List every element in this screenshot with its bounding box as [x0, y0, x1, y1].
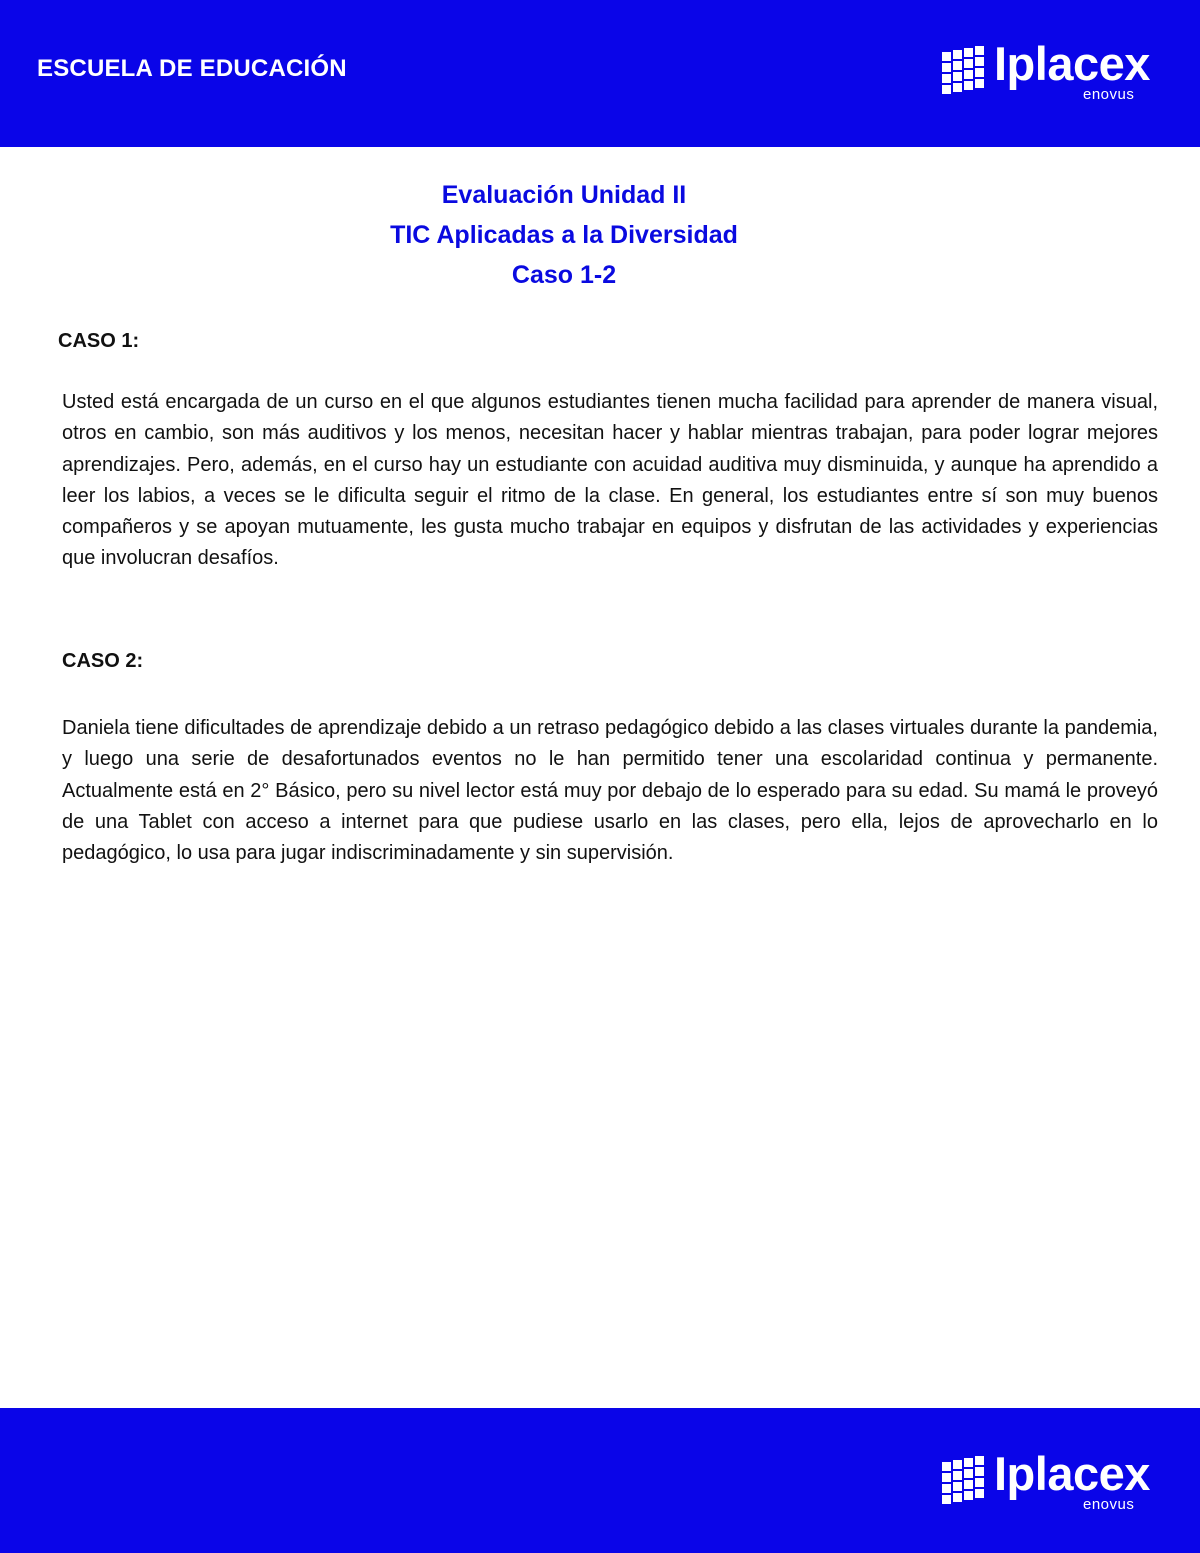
- title-evaluation: Evaluación Unidad II: [441, 181, 687, 209]
- grid-logo-icon: [940, 46, 990, 96]
- grid-logo-icon: [940, 1456, 990, 1506]
- footer-logo-tagline: enovus: [1083, 1496, 1135, 1513]
- school-name: ESCUELA DE EDUCACIÓN: [37, 55, 347, 82]
- document-title-block: [0, 175, 1128, 295]
- footer-logo-wordmark: Iplacex: [994, 1447, 1150, 1500]
- title-course: TIC Aplicadas a la Diversidad: [390, 221, 738, 249]
- footer-band: [0, 1408, 1200, 1553]
- case-1-heading: CASO 1:: [58, 330, 140, 352]
- case-2-heading: CASO 2:: [62, 650, 144, 672]
- case-1-paragraph: Usted está encargada de un curso en el que algunos estudiantes tienen mucha facilidad para aprender de manera visual, otros en cambio, son más auditivos y los menos, necesitan hacer y hablar mientras trabajan, para poder lograr mejores aprendizajes. Pero, además, en el curso hay un estudiante con acuidad auditiva muy disminuida, y aunque ha aprendido a leer los labios, a veces se le dificulta seguir el ritmo de la clase. En general, los estudiantes entre sí son muy buenos compañeros y se apoyan mutuamente, les gusta mucho trabajar en equipos y disfrutan de las actividades y experiencias que involucran desafíos.: [62, 391, 1158, 570]
- case-2-paragraph: Daniela tiene dificultades de aprendizaje debido a un retraso pedagógico debido a las clases virtuales durante la pandemia, y luego una serie de desafortunados eventos no le han permitido tener una escolaridad continua y permanente. Actualmente está en 2° Básico, pero su nivel lector está muy por debajo de lo esperado para su edad. Su mamá le proveyó de una Tablet con acceso a internet para que pudiese usarlo en las clases, pero ella, lejos de aprovecharlo en lo pedagógico, lo usa para jugar indiscriminadamente y sin supervisión.: [62, 717, 1158, 865]
- iplacex-logo: [940, 37, 1150, 114]
- title-case: Caso 1-2: [511, 261, 617, 289]
- logo-wordmark: Iplacex: [994, 37, 1150, 90]
- iplacex-footer-logo: [940, 1447, 1150, 1524]
- logo-tagline: enovus: [1083, 86, 1135, 103]
- header-band: [0, 0, 1200, 147]
